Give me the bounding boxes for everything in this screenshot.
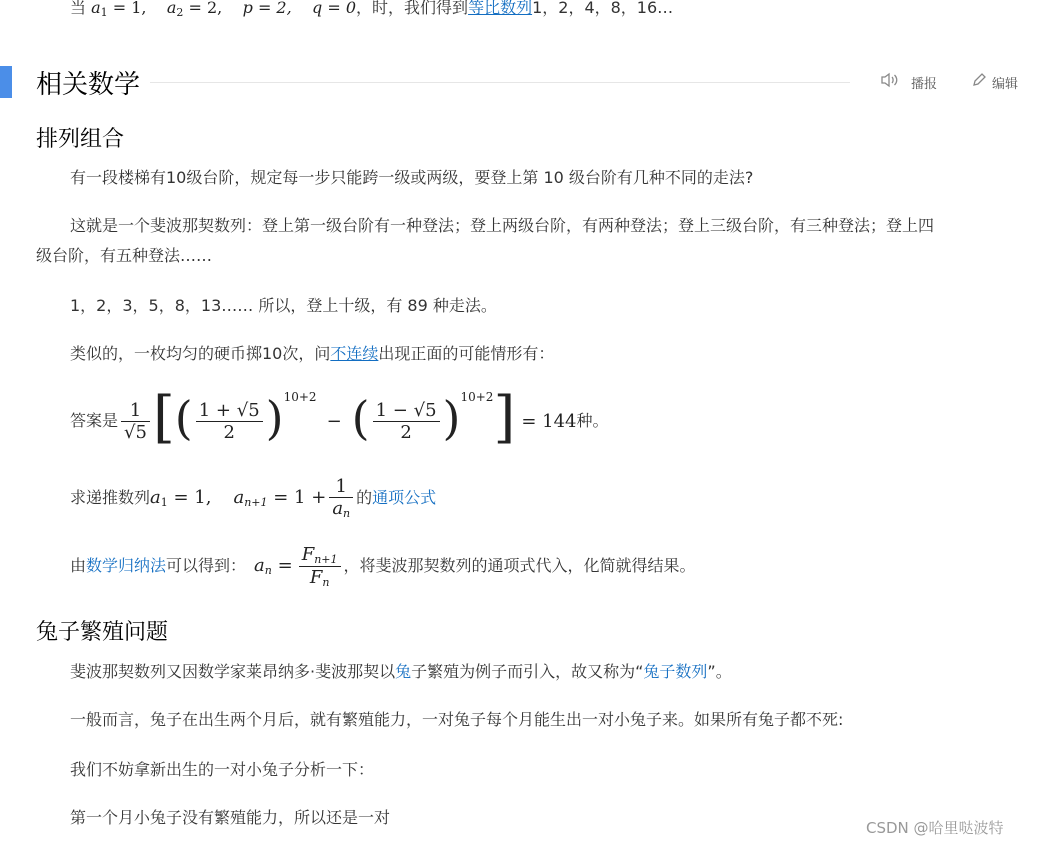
- paragraph: 斐波那契数列又因数学家莱昂纳多·斐波那契以兔子繁殖为例子而引入，故又称为“兔子数列”。: [70, 662, 732, 681]
- math-q: q = 0: [312, 0, 357, 17]
- speaker-icon: [880, 72, 900, 92]
- math-p: p = 2,: [242, 0, 292, 17]
- paragraph: 这就是一个斐波那契数列：登上第一级台阶有一种登法；登上两级台阶，有两种登法；登上三级台阶，有三种登法；登上四: [70, 216, 935, 235]
- subsection-title-permutation: 排列组合: [36, 127, 125, 152]
- fraction-1-over-sqrt5: $\frac{1}{√5}$: [121, 400, 150, 443]
- paragraph: 1，2，3，5，8，13…… 所以，登上十级，有 89 种走法。: [70, 296, 497, 315]
- paragraph: 我们不妨拿新出生的一对小兔子分析一下：: [70, 760, 375, 779]
- paragraph: 一般而言，兔子在出生两个月后，就有繁殖能力，一对兔子每个月能生出一对小兔子来。如果所有兔子都不死:: [70, 710, 844, 729]
- exponent: 10+2: [460, 390, 494, 404]
- math-a2: $a_2 = 2$,: [166, 0, 223, 19]
- link-non-consecutive[interactable]: 不连续: [330, 344, 379, 363]
- fraction-psi: $\frac{1 - √5}{2}$: [373, 400, 440, 443]
- link-general-term-formula[interactable]: 通项公式: [372, 488, 437, 507]
- right-bracket: ]: [493, 385, 516, 450]
- recurrence-line: 求递推数列 $a_1 = 1$, $a_{n+1} = 1$ + $\frac{1}{a_n}$ 的 通项公式: [70, 476, 437, 520]
- fraction-phi: $\frac{1 + √5}{2}$: [196, 400, 263, 443]
- section-accent-bar: [0, 66, 12, 98]
- left-bracket: [: [152, 385, 175, 450]
- left-paren: (: [174, 391, 193, 445]
- paragraph: 类似的，一枚均匀的硬币掷10次，问不连续出现正面的可能情形有：: [70, 344, 555, 363]
- subsection-title-rabbit: 兔子繁殖问题: [36, 620, 169, 645]
- paragraph: 第一个月小兔子没有繁殖能力，所以还是一对: [70, 808, 391, 827]
- link-rabbit-sequence[interactable]: 兔子数列: [643, 662, 708, 681]
- math-a1: $a_1 = 1$,: [91, 0, 147, 19]
- paragraph: 有一段楼梯有10级台阶，规定每一步只能跨一级或两级，要登上第 10 级台阶有几种不同的走法?: [70, 168, 754, 187]
- edit-button[interactable]: 编辑: [971, 72, 1018, 92]
- link-rabbit[interactable]: 兔: [395, 662, 412, 681]
- link-mathematical-induction[interactable]: 数学归纳法: [86, 556, 167, 575]
- right-paren: ): [442, 391, 461, 445]
- induction-line: 由 数学归纳法 可以得到： $a_n$ = $\frac{F_{n+1}}{F_n}$ ，将斐波那契数列的通项式代入，化简就得结果。: [70, 543, 696, 589]
- exponent: 10+2: [283, 390, 317, 404]
- fraction-1-over-an: $\frac{1}{a_n}$: [329, 476, 353, 520]
- paragraph: 级台阶，有五种登法……: [36, 246, 213, 265]
- play-button[interactable]: 播报: [880, 72, 937, 92]
- section-title: 相关数学: [36, 70, 141, 100]
- link-geometric-sequence[interactable]: 等比数列: [468, 0, 533, 17]
- answer-formula: 答案是 $\frac{1}{√5}$ [ ( $\frac{1 + √5}{2}$ ) 10+2 − ( $\frac{1 - √5}{2}$ ) 10+2 ] = 144 种。: [70, 385, 609, 450]
- right-paren: ): [265, 391, 284, 445]
- watermark: CSDN @哈里哒波特: [866, 819, 1004, 837]
- left-paren: (: [351, 391, 370, 445]
- section-divider: [150, 82, 850, 83]
- intro-line: 当 $a_1 = 1$, $a_2 = 2$, p = 2, q = 0，时，我们得到等比数列1，2，4，8，16…: [70, 0, 674, 19]
- pencil-icon: [971, 72, 987, 92]
- fraction-fn1-over-fn: $\frac{F_{n+1}}{F_n}$: [299, 544, 341, 589]
